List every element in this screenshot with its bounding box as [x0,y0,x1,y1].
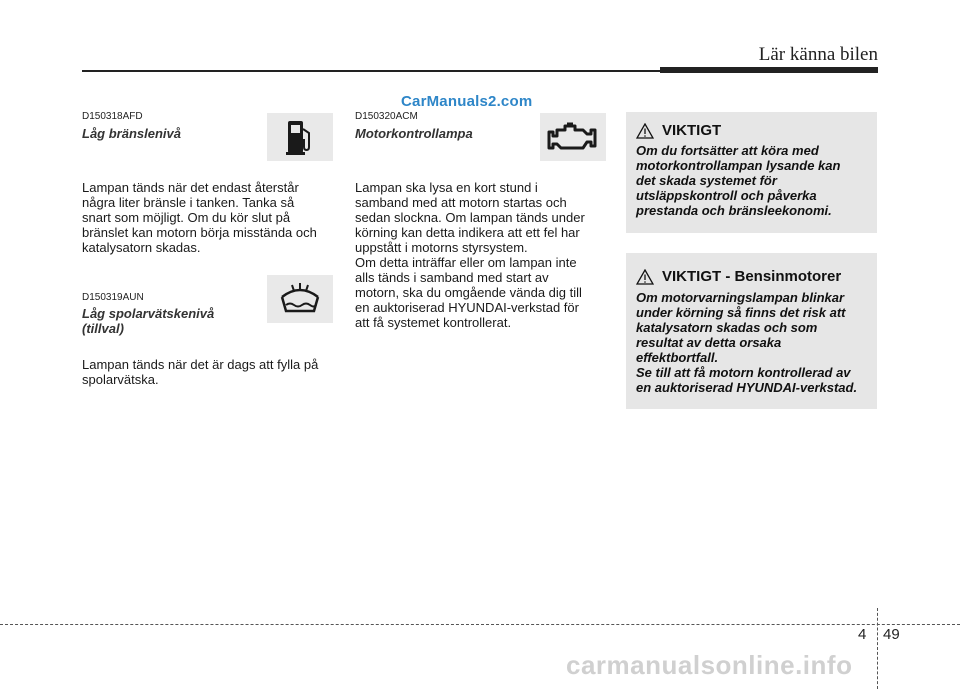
text-line: samband med att motorn startas och [355,195,567,210]
text-line: prestanda och bränsleekonomi. [636,203,832,218]
text-line: en auktoriserad HYUNDAI-verkstad för [355,300,579,315]
footer-divider [0,624,960,625]
text-line: en auktoriserad HYUNDAI-verkstad. [636,380,858,395]
text-line: effektbortfall. [636,350,719,365]
engine-indicator-icon-box [540,113,606,161]
header-rule-thick [660,67,878,73]
warning-title-row [636,268,841,285]
warning-title: VIKTIGT - Bensinmotorer [662,268,842,285]
section-title-low-fuel: Låg bränslenivå [82,126,181,141]
washer-indicator-icon-box [267,275,333,323]
fuel-indicator-icon-box [267,113,333,161]
section-code: D150320ACM [355,111,418,122]
warning-title-row [636,122,721,139]
washer-fluid-icon [278,281,322,317]
title-line: (tillval) [82,321,124,336]
text-line: Lampan ska lysa en kort stund i [355,180,538,195]
warning-title: VIKTIGT [662,122,722,139]
chapter-number: 4 [858,626,867,643]
header-rule-thin [82,70,660,72]
text-line: bränslet kan motorn börja misstända och [82,225,317,240]
text-line: att få systemet kontrollerat. [355,315,512,330]
text-line: sedan slockna. Om lampan tänds under [355,210,585,225]
text-line: det skada systemet för [636,173,777,188]
watermark-bottom: carmanualsonline.info [566,650,853,680]
title-line: Låg spolarvätskenivå [82,306,215,321]
text-line: Lampan tänds när det endast återstår [82,180,299,195]
fuel-pump-icon [285,117,315,157]
text-line: Om du fortsätter att köra med [636,143,819,158]
warning-triangle-icon [636,123,654,139]
text-line: uppstått i motorns styrsystem. [355,240,528,255]
warning-box-important [626,112,877,233]
watermark-link[interactable]: CarManuals2.com [401,93,533,110]
section-title-engine-light: Motorkontrollampa [355,126,473,141]
text-line: Lampan tänds när det är dags att fylla på [82,357,319,372]
text-line: spolarvätska. [82,372,159,387]
washer-fluid-description [82,357,333,387]
page-number: 49 [883,626,900,643]
text-line: Om motorvarningslampan blinkar [636,290,845,305]
text-line: alls tänds i samband med start av [355,270,549,285]
text-line: några liter bränsle i tanken. Tanka så [82,195,295,210]
warning-box-petrol-engines [626,253,877,409]
low-fuel-description [82,180,333,255]
text-line: Se till att få motorn kontrollerad av [636,365,851,380]
text-line: katalysatorn skadas. [82,240,201,255]
warning-text [636,290,868,395]
text-line: snart som möjligt. Om du kör slut på [82,210,291,225]
text-line: motorkontrollampan lysande kan [636,158,841,173]
text-line: motorn, ska du omgående vända dig till [355,285,582,300]
section-code: D150318AFD [82,111,143,122]
text-line: Om detta inträffar eller om lampan inte [355,255,577,270]
text-line: katalysatorn skadas och som [636,320,818,335]
text-line: resultat av detta orsaka [636,335,782,350]
engine-light-description [355,180,606,330]
section-title-washer-fluid [82,306,214,336]
page-header-title: Lär känna bilen [758,44,878,65]
section-code: D150319AUN [82,292,144,303]
check-engine-icon [547,120,599,154]
text-line: körning kan detta indikera att ett fel har [355,225,580,240]
text-line: under körning så finns det risk att [636,305,846,320]
warning-triangle-icon [636,269,654,285]
footer-page-divider [877,608,878,689]
text-line: utsläppskontroll och påverka [636,188,817,203]
warning-text [636,143,868,218]
